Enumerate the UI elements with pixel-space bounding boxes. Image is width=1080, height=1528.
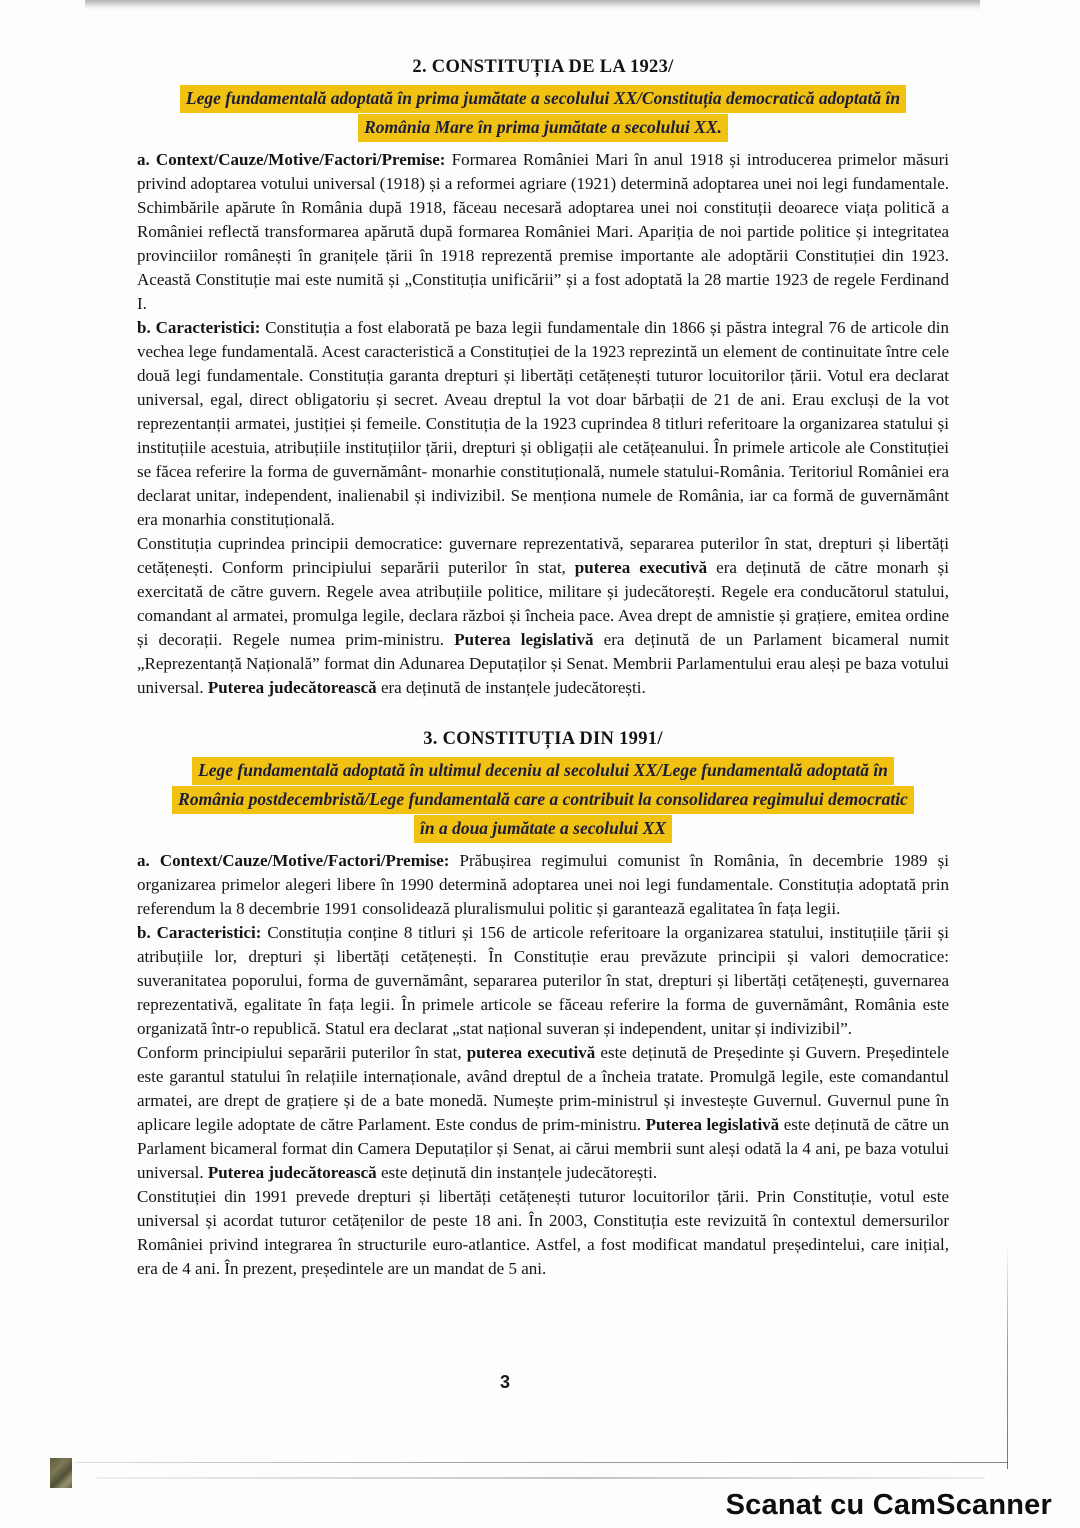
- highlight-line: România postdecembristă/Lege fundamentală care a contribuit la consolidarea regimului democratic: [172, 786, 914, 814]
- highlight-line: Lege fundamentală adoptată în prima jumătate a secolului XX/Constituția democratică adoptată în: [180, 85, 906, 113]
- section-3-heading: 3. CONSTITUȚIA DIN 1991/: [423, 729, 663, 749]
- paragraph-3b-caracteristici: b. Caracteristici: Constituția conține 8 titluri și 156 de articole referitoare la organizarea statului, instituțiile țării și atribuțiile lor, drepturi și libertăți cetățenești. În Constituție erau prevăzute principii și valori democratice: suveranitatea poporului, forma de guvernământ, separarea puterilor în stat, drepturi și libertăți cetățenești, guvernarea reprezentativă, egalitate în fața legii. În primele articole se făceau referire la forma de guvernământ, România este organizată într-o republică. Statul era declarat „stat național suveran și independent, unitar și indivizibil”.: [137, 923, 949, 1038]
- page-number: 3: [499, 1372, 510, 1392]
- section-2-heading: 2. CONSTITUȚIA DE LA 1923/: [412, 57, 674, 77]
- highlight-line: Lege fundamentală adoptată în ultimul deceniu al secolului XX/Lege fundamentală adoptată în: [192, 757, 894, 785]
- paragraph-2b-caracteristici: b. Caracteristici: Constituția a fost elaborată pe baza legii fundamentale din 1866 și păstra integral 76 de articole din vechea lege fundamentală. Acest caracteristică a Constituției de la 1923 reprezintă un element de continuitate între cele două legi fundamentale. Constituția garanta drepturi și libertăți cetățenești tuturor locuitorilor țării. Votul era declarat universal, egal, direct obligatoriu și secret. Aveau dreptul la vot doar bărbații de 21 de ani. Erau excluși de la vot reprezentanții armatei, justiției și femeile. Constituția de la 1923 cuprindea 8 titluri referitoare la organizarea statului și instituțiile acestuia, atribuțiile instituțiilor țării, drepturi și obligații ale cetățeanului. În primele articole ale Constituției se făcea referire la forma de guvernământ- monarhie constituțională, numele statului-România. Teritoriul României era declarat unitar, independent, inalienabil și indivizibil. Se menționa numele de România, iar ca formă de guvernământ era monarhia constituțională.: [137, 318, 949, 529]
- camscanner-watermark: Scanat cu CamScanner: [725, 1489, 1052, 1521]
- section-3-highlight: [137, 757, 949, 844]
- section-2-highlight: [137, 85, 949, 143]
- section-separator: [137, 700, 949, 727]
- paragraph-2c-principii: Constituția cuprindea principii democratice: guvernare reprezentativă, separarea puterilor în stat, drepturi și libertăți cetățenești. Conform principiului separării puterilor în stat, puterea executivă era deținută de către monarh și exercitată de către guvern. Regele avea atribuțiile politice, militare și judecătorești. Regele era conducătorul statului, comandant al armatei, promulga legile, declara război și încheia pace. Avea drept de amnistie și grațiere, emitea ordine și decorații. Regele numea prim-ministru. Puterea legislativă era deținută de un Parlament bicameral numit „Reprezentanță Națională” format din Adunarea Deputaților și Senat. Membrii Parlamentului erau aleși pe baza votului universal. Puterea judecătorească era deținută de instanțele judecătorești.: [137, 534, 949, 697]
- scan-page-edge-vertical: [1007, 1248, 1008, 1469]
- scan-page-edge-horizontal: [75, 1462, 1008, 1463]
- paragraph-3c-puteri: Conform principiului separării puterilor în stat, puterea executivă este deținută de Președinte și Guvern. Președintele este garantul statului în relațiile internaționale, având dreptul de a încheia tratate. Promulgă legile, este comandantul armatei, are drept de grațiere și de a bate monedă. Numește prim-ministrul și investește Guvernul. Guvernul pune în aplicare legile adoptate de către Parlament. Este condus de prim-ministru. Puterea legislativă este deținută de către un Parlament bicameral format din Camera Deputaților și Senat, ai cărui membrii sunt aleși odată la 4 ani, pe baza votului universal. Puterea judecătorească este deținută din instanțele judecătorești.: [137, 1043, 949, 1182]
- scan-artifact-top-edge: [85, 0, 980, 11]
- paragraph-3d-drepturi: Constituției din 1991 prevede drepturi și libertăți cetățenești tuturor locuitorilor țării. Prin Constituție, votul este universal și acordat tuturor cetățenilor de peste 18 ani. În 2003, Constituția este revizuită în contextul demersurilor României privind integrarea în structurile euro-atlantice. Astfel, a fost modificat mandatul președintelui, care inițial, era de 4 ani. În prezent, președintele are un mandat de 5 ani.: [137, 1187, 949, 1278]
- scan-artifact-corner-mark: [50, 1458, 72, 1488]
- document-content: [137, 55, 949, 1281]
- highlight-line: în a doua jumătate a secolului XX: [414, 815, 672, 843]
- highlight-line: România Mare în prima jumătate a secolului XX.: [358, 114, 728, 142]
- paragraph-3a-context: a. Context/Cauze/Motive/Factori/Premise: Prăbușirea regimului comunist în România, în decembrie 1989 și organizarea primelor alegeri libere în 1990 determină adoptarea unei noi legi fundamentale. Constituția adoptată prin referendum la 8 decembrie 1991 consolidează pluralismului politic și garantează egalitatea în fața legii.: [137, 851, 949, 918]
- paragraph-2a-context: a. Context/Cauze/Motive/Factori/Premise: Formarea României Mari în anul 1918 și introducerea primelor măsuri privind adoptarea votului universal (1918) și a reformei agriare (1921) determină adoptarea unei noi legi fundamentale. Schimbările apărute în România după 1918, făceau necesară adoptarea unei noi constituții deoarece viața politică a României reflectă transformarea apărută după formarea României Mari. Apariția de noi partide politice și integritatea provinciilor românești în granițele țării în 1918 reprezentă premise importante ale adoptării Constituției din 1923. Această Constituție mai este numită și „Constituția unificării” și a fost adoptată la 28 martie 1923 de regele Ferdinand I.: [137, 150, 949, 313]
- scan-page-edge-horizontal-2: [95, 1477, 985, 1479]
